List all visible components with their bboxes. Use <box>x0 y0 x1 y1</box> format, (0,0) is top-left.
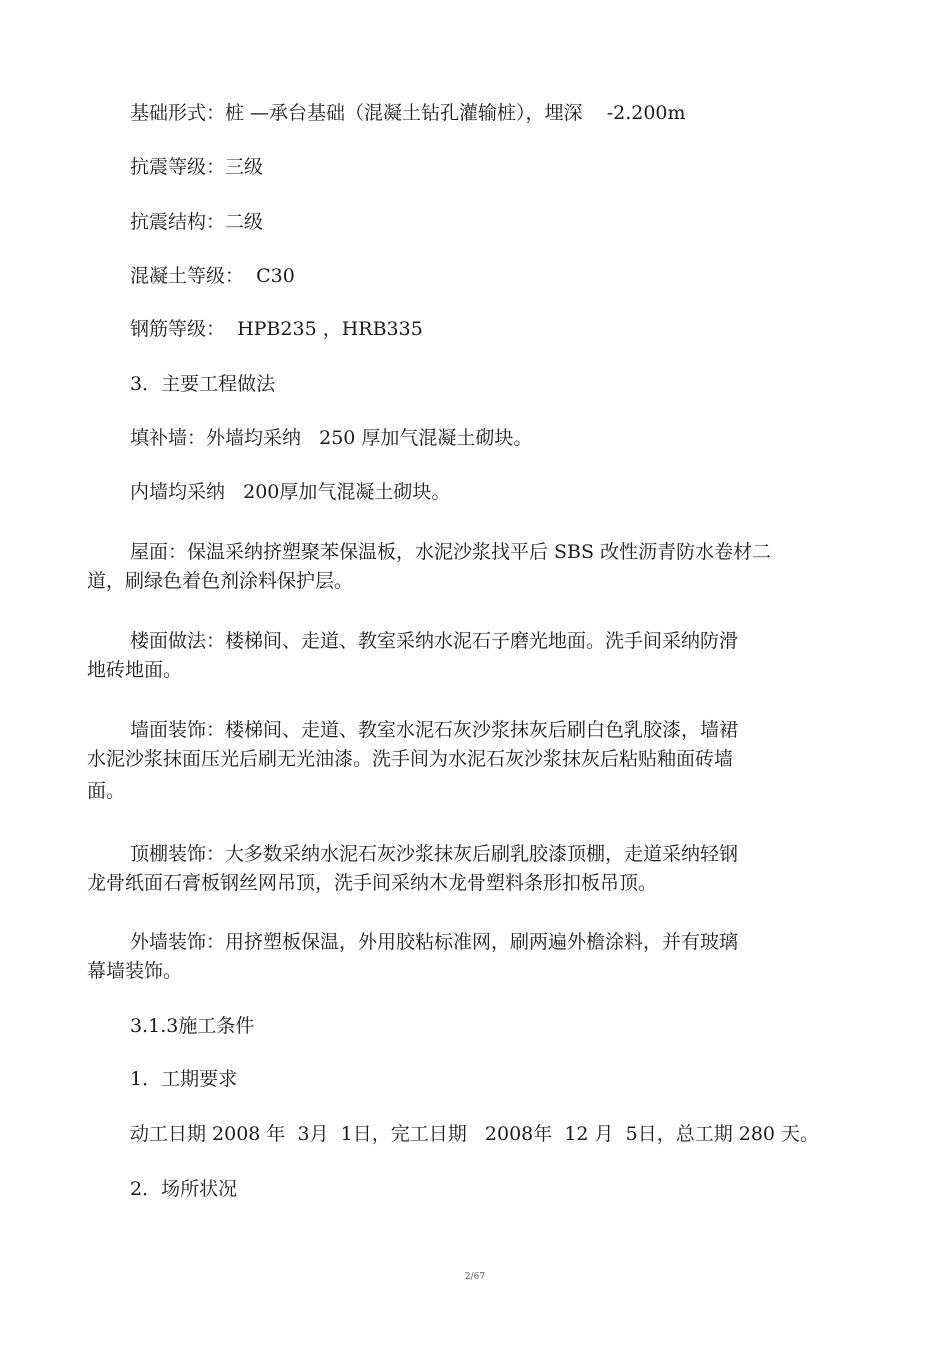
text-line-infill-wall: 填补墙：外墙均采纳 250 厚加气混凝土砌块。 <box>130 427 533 449</box>
text-line-concrete-grade: 混凝土等级： C30 <box>130 265 295 287</box>
text-line-floor-1: 楼面做法：楼梯间、走道、教室采纳水泥石子磨光地面。洗手间采纳防滑 <box>130 630 739 652</box>
section-heading-methods: 3．主要工程做法 <box>130 373 276 395</box>
text-line-ceiling-1: 顶棚装饰：大多数采纳水泥石灰沙浆抹灰后刷乳胶漆顶棚，走道采纳轻钢 <box>130 843 739 865</box>
text-line-wall-finish-2: 水泥沙浆抹面压光后刷无光油漆。洗手间为水泥石灰沙浆抹灰后粘贴釉面砖墙 <box>87 748 734 770</box>
text-line-wall-finish-1: 墙面装饰：楼梯间、走道、教室水泥石灰沙浆抹灰后刷白色乳胶漆，墙裙 <box>130 719 739 741</box>
text-line-foundation: 基础形式：桩 —承台基础（混凝土钻孔灌输桩），埋深 -2.200m <box>130 102 686 124</box>
text-line-floor-2: 地砖地面。 <box>87 659 183 681</box>
text-line-dates: 动工日期 2008 年 3月 1日，完工日期 2008年 12 月 5日，总工期 280 天。 <box>130 1123 820 1145</box>
text-line-ceiling-2: 龙骨纸面石膏板钢丝网吊顶，洗手间采纳木龙骨塑料条形扣板吊顶。 <box>87 872 658 894</box>
text-line-rebar-grade: 钢筋等级： HPB235 ，HRB335 <box>130 318 423 340</box>
text-line-seismic-grade: 抗震等级：三级 <box>130 156 264 178</box>
section-heading-conditions: 3.1.3施工条件 <box>130 1015 255 1037</box>
subheading-schedule: 1．工期要求 <box>130 1068 238 1090</box>
text-line-seismic-struct: 抗震结构：二级 <box>130 211 264 233</box>
text-line-wall-finish-3: 面。 <box>87 780 126 802</box>
page-number: 2/67 <box>464 1272 486 1282</box>
text-line-inner-wall: 内墙均采纳 200厚加气混凝土砌块。 <box>130 481 451 503</box>
text-line-roof-1: 屋面：保温采纳挤塑聚苯保温板，水泥沙浆找平后 SBS 改性沥青防水卷材二 <box>130 541 772 563</box>
text-line-exterior-2: 幕墙装饰。 <box>87 960 183 982</box>
text-line-roof-2: 道，刷绿色着色剂涂料保护层。 <box>87 570 354 592</box>
text-line-exterior-1: 外墙装饰：用挤塑板保温，外用胶粘标准网，刷两遍外檐涂料，并有玻璃 <box>130 931 739 953</box>
subheading-site: 2．场所状况 <box>130 1178 238 1200</box>
